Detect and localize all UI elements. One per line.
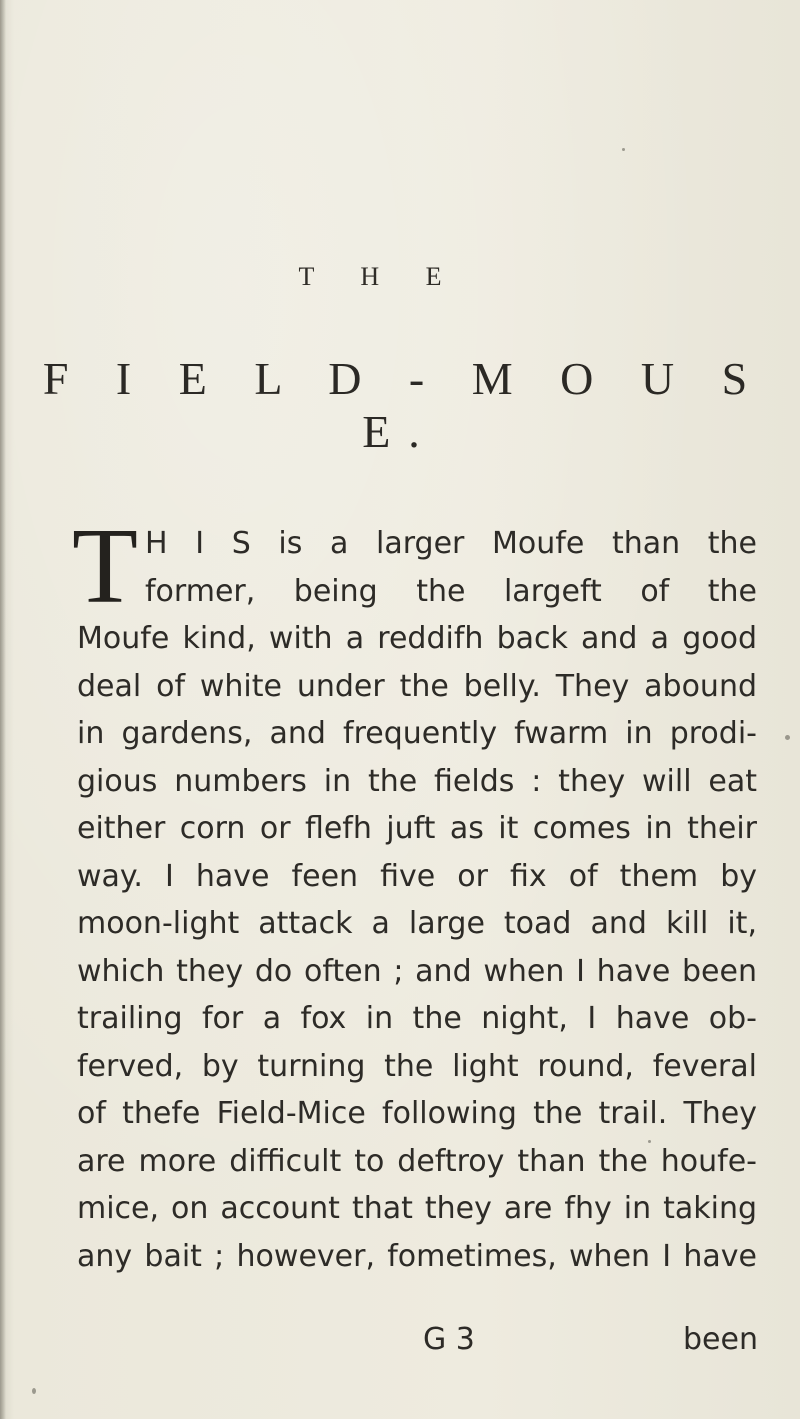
body-paragraph bbox=[77, 520, 757, 1280]
text-line: moon-light attack a large toad and kill it, bbox=[77, 906, 757, 941]
text-line: either corn or flefh juft as it comes in their bbox=[77, 811, 757, 846]
text-line: deal of white under the belly. They abound bbox=[77, 668, 757, 704]
paper-speck bbox=[622, 148, 625, 151]
text-line: are more difficult to deftroy than the houfe- bbox=[77, 1143, 757, 1179]
text-line: Moufe kind, with a reddifh back and a good bbox=[77, 621, 757, 656]
drop-cap-letter: T bbox=[72, 507, 138, 626]
text-line: in gardens, and frequently fwarm in prodi- bbox=[77, 716, 757, 751]
text-line: trailing for a fox in the night, I have ob- bbox=[77, 1001, 757, 1036]
paper-speck bbox=[32, 1388, 36, 1394]
signature-mark: G 3 bbox=[423, 1322, 475, 1357]
text-line: of thefe Field-Mice following the trail. They bbox=[77, 1096, 757, 1131]
paper-speck bbox=[785, 735, 790, 740]
text-line: H I S is a larger Moufe than the bbox=[145, 526, 757, 561]
text-line: former, being the largeft of the bbox=[145, 573, 757, 609]
chapter-title: F I E L D - M O U S E. bbox=[42, 353, 766, 457]
page-gutter-shadow bbox=[0, 0, 6, 1419]
text-line: gious numbers in the fields : they will eat bbox=[77, 763, 757, 799]
text-line: which they do often ; and when I have been bbox=[77, 953, 757, 989]
paper-speck bbox=[648, 1140, 651, 1143]
heading-the: T H E bbox=[298, 262, 462, 291]
text-line: any bait ; however, fometimes, when I have bbox=[77, 1238, 757, 1274]
text-line: way. I have feen five or fix of them by bbox=[77, 858, 757, 894]
text-line: ferved, by turning the light round, feveral bbox=[77, 1048, 757, 1084]
catchword: been bbox=[683, 1322, 758, 1357]
text-line: mice, on account that they are fhy in taking bbox=[77, 1191, 757, 1226]
